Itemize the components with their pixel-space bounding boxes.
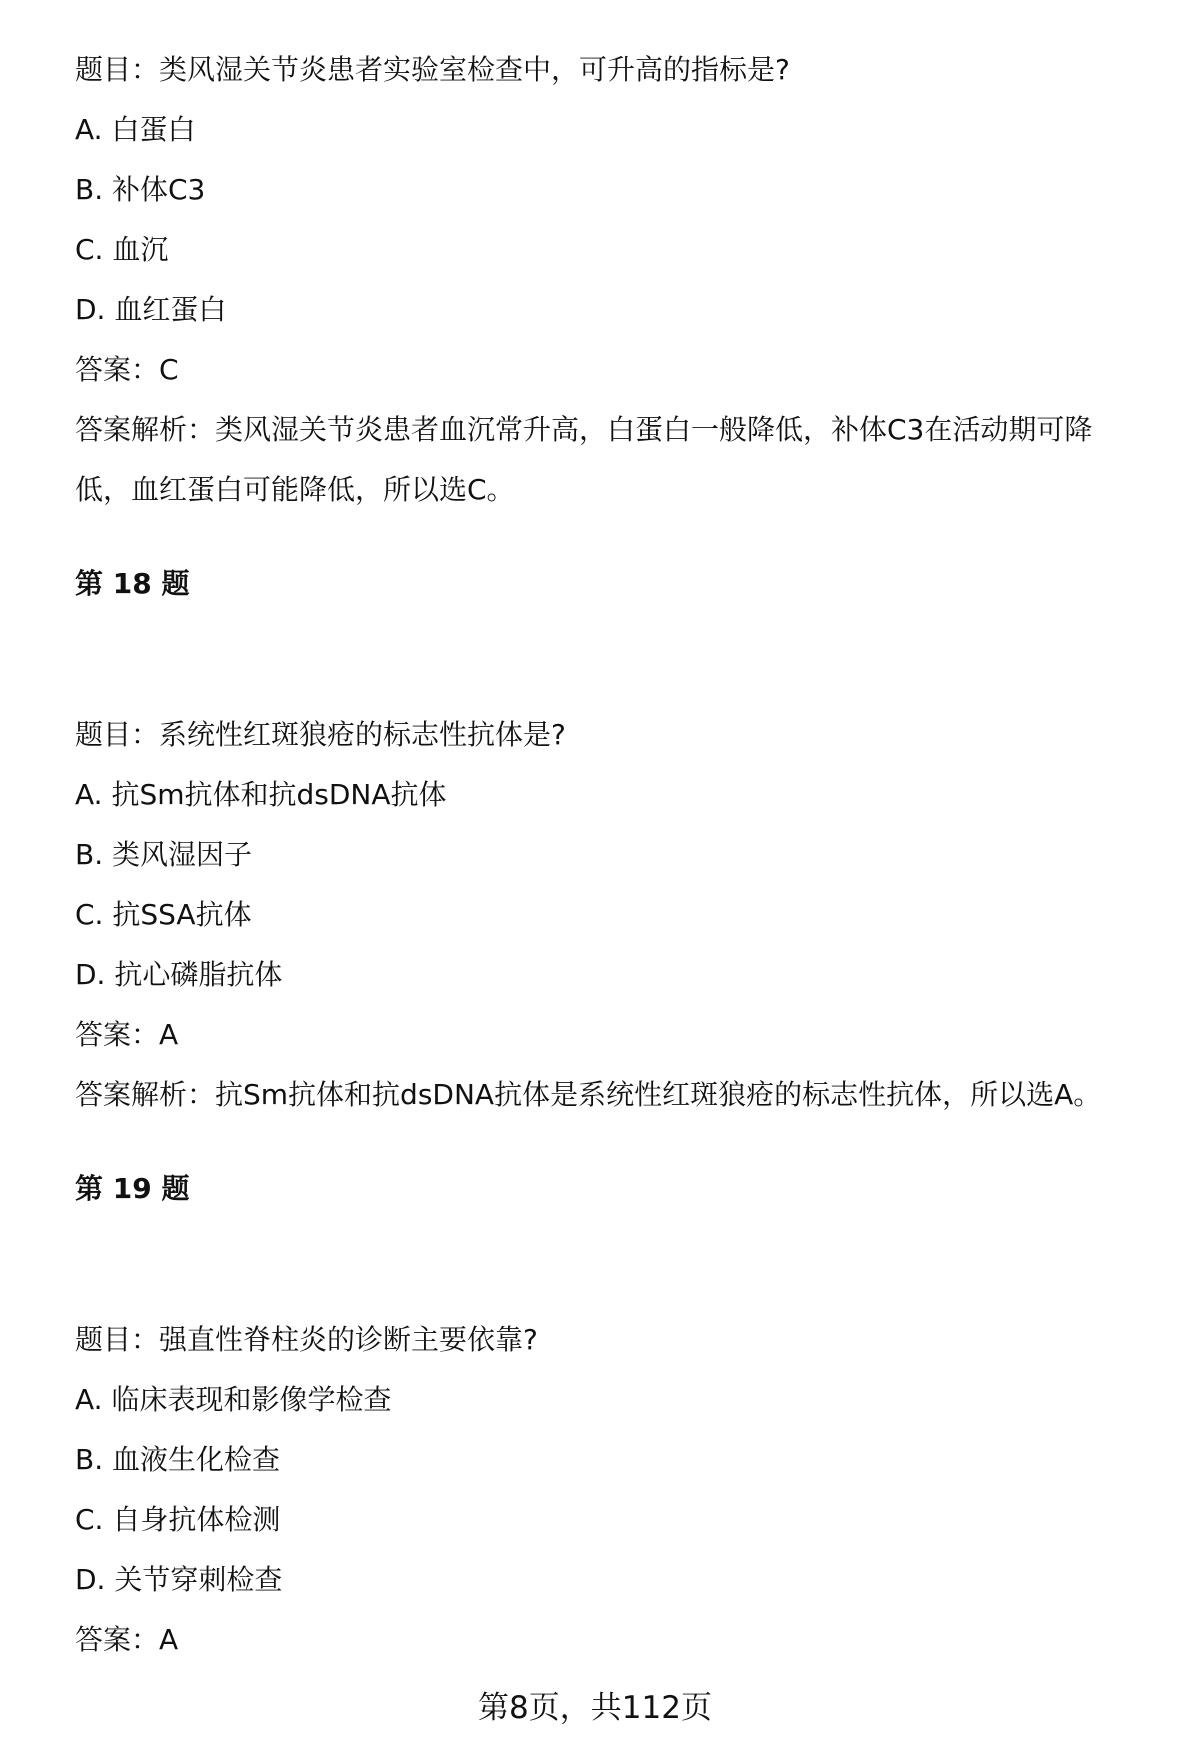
question-18-text: 题目：系统性红斑狼疮的标志性抗体是? bbox=[75, 718, 566, 751]
question-17-option-c: C. 血沉 bbox=[75, 233, 169, 266]
question-19-option-b: B. 血液生化检查 bbox=[75, 1443, 281, 1476]
question-18-option-d: D. 抗心磷脂抗体 bbox=[75, 958, 283, 991]
page-number-footer: 第8页，共112页 bbox=[478, 1690, 712, 1726]
question-18-option-a: A. 抗Sm抗体和抗dsDNA抗体 bbox=[75, 778, 447, 811]
question-17-explanation-line-1: 答案解析：类风湿关节炎患者血沉常升高，白蛋白一般降低，补体C3在活动期可降 bbox=[75, 413, 1093, 446]
question-19-option-c: C. 自身抗体检测 bbox=[75, 1503, 281, 1536]
question-19-option-a: A. 临床表现和影像学检查 bbox=[75, 1383, 392, 1416]
question-19-option-d: D. 关节穿刺检查 bbox=[75, 1563, 283, 1596]
question-17-text: 题目：类风湿关节炎患者实验室检查中，可升高的指标是? bbox=[75, 53, 790, 86]
question-19-text: 题目：强直性脊柱炎的诊断主要依靠? bbox=[75, 1323, 538, 1356]
question-18-option-b: B. 类风湿因子 bbox=[75, 838, 253, 871]
question-17-explanation-line-2: 低，血红蛋白可能降低，所以选C。 bbox=[75, 473, 515, 506]
question-17-option-b: B. 补体C3 bbox=[75, 173, 206, 206]
question-19-heading: 第 19 题 bbox=[75, 1172, 190, 1205]
question-17-option-a: A. 白蛋白 bbox=[75, 113, 196, 146]
question-18-answer: 答案：A bbox=[75, 1018, 179, 1051]
question-18-heading: 第 18 题 bbox=[75, 567, 190, 600]
question-18-explanation: 答案解析：抗Sm抗体和抗dsDNA抗体是系统性红斑狼疮的标志性抗体，所以选A。 bbox=[75, 1078, 1102, 1111]
question-17-answer: 答案：C bbox=[75, 353, 179, 386]
question-19-answer: 答案：A bbox=[75, 1623, 179, 1656]
question-17-option-d: D. 血红蛋白 bbox=[75, 293, 227, 326]
question-18-option-c: C. 抗SSA抗体 bbox=[75, 898, 252, 931]
